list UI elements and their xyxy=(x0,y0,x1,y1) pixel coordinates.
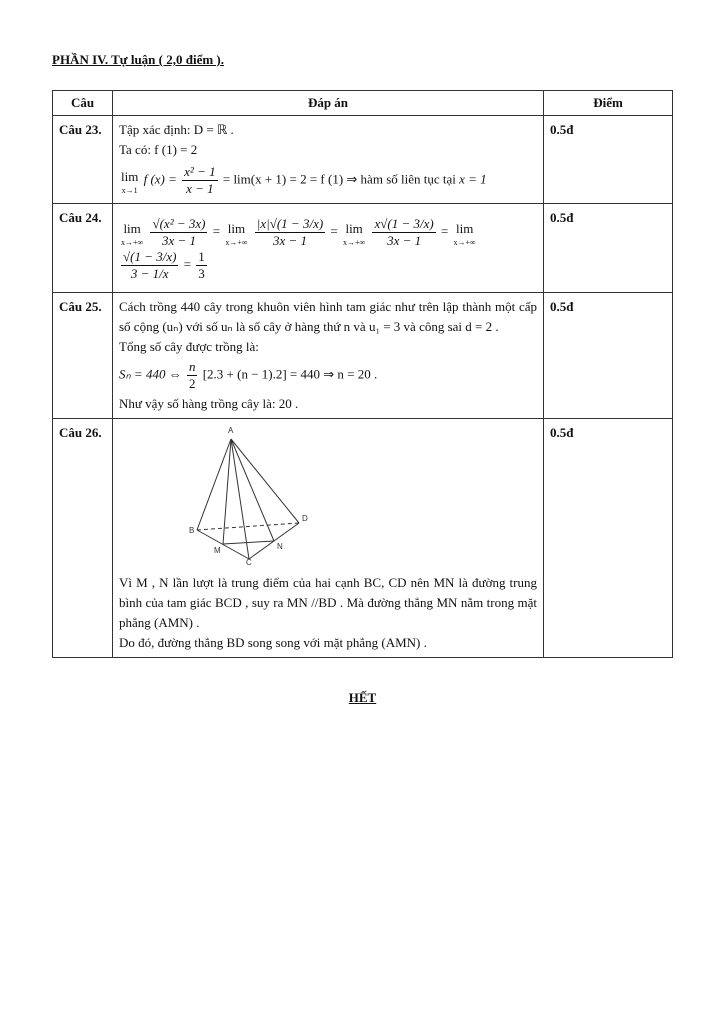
table-row xyxy=(53,293,673,419)
limit-operator: lim x→+∞ xyxy=(343,220,366,247)
equals-sign: = xyxy=(183,256,192,272)
vertex-label-b: B xyxy=(189,526,195,535)
score-value: 0.5đ xyxy=(544,204,673,293)
math-text: [2.3 + (n − 1).2] = 440 ⇒ n = 20 . xyxy=(202,366,378,382)
answer-cell xyxy=(113,419,544,658)
equals-sign: = xyxy=(440,223,449,239)
question-label: Câu 23. xyxy=(53,116,113,204)
header-question: Câu xyxy=(53,91,113,116)
question-label: Câu 26. xyxy=(53,419,113,658)
question-label: Câu 25. xyxy=(53,293,113,419)
answer-paragraph: Do đó, đường thẳng BD song song với mặt phẳng (AMN) . xyxy=(119,635,427,650)
table-row xyxy=(53,204,673,293)
limit-operator: lim x→+∞ xyxy=(121,220,144,247)
equals-sign: = xyxy=(330,223,338,239)
answer-paragraph: Tổng số cây được trồng là: xyxy=(119,339,259,354)
equals-sign: = xyxy=(212,223,221,239)
table-row xyxy=(53,116,673,204)
math-expression xyxy=(119,359,537,392)
score-value: 0.5đ xyxy=(544,419,673,658)
answer-cell xyxy=(113,204,544,293)
math-expression xyxy=(119,210,537,286)
answer-line: Ta có: f (1) = 2 xyxy=(119,142,198,157)
math-text: Sₙ = 440 ⇔ xyxy=(119,366,182,382)
answer-cell xyxy=(113,293,544,419)
question-label: Câu 24. xyxy=(53,204,113,293)
math-text: x = 1 xyxy=(459,171,487,187)
answer-paragraph: Vì M , N lần lượt là trung điểm của hai cạnh BC, CD nên MN là đường trung bình của tam giác BCD , suy ra MN //BD . Mà đường thẳng MN nằm trong mặt phẳng (AMN) . xyxy=(119,575,537,630)
limit-operator: lim x→+∞ xyxy=(453,220,476,247)
vertex-label-a: A xyxy=(228,426,234,435)
limit-operator: lim x→1 xyxy=(121,168,139,195)
fraction: $\frac{\text{x² − 1}}{x - 1}$ xyxy=(184,164,216,196)
score-value: 0.5đ xyxy=(544,116,673,204)
answer-paragraph: Như vậy số hàng trồng cây là: 20 . xyxy=(119,396,299,411)
limit-operator: lim x→+∞ xyxy=(225,220,248,247)
vertex-label-c: C xyxy=(246,558,252,565)
fraction: $\frac{1}{3}$ xyxy=(198,249,205,281)
fraction: $\frac{x√(1 - 3/x)}{3x - 1}$ xyxy=(374,216,434,248)
end-marker: HẾT xyxy=(348,690,377,705)
header-answer: Đáp án xyxy=(113,91,544,116)
table-row xyxy=(53,419,673,658)
answer-line: Tập xác định: D = ℝ . xyxy=(119,122,234,137)
math-text: = lim(x + 1) = 2 = f (1) ⇒ hàm số liên tục tại xyxy=(222,171,456,187)
fraction: $\frac{√(1 - 3/x)}{3 - 1/x}$ xyxy=(123,249,177,281)
score-value: 0.5đ xyxy=(544,293,673,419)
fraction: $\frac{|x|√(1 - 3/x)}{3x - 1}$ xyxy=(256,216,324,248)
answer-cell xyxy=(113,116,544,204)
math-expression xyxy=(119,164,537,197)
vertex-label-m: M xyxy=(214,546,221,555)
vertex-label-n: N xyxy=(277,542,283,551)
table-header-row xyxy=(53,91,673,116)
header-score: Điểm xyxy=(544,91,673,116)
math-text: f (x) = xyxy=(143,171,177,187)
answer-table xyxy=(52,90,673,658)
pyramid-figure xyxy=(119,423,538,565)
vertex-label-d: D xyxy=(302,514,308,523)
fraction: $\frac{n}{2}$ xyxy=(188,359,196,391)
fraction: $\frac{\text{√(x² − 3x)}}{3x - 1}$ xyxy=(152,216,206,248)
section-title: PHẦN IV. Tự luận ( 2,0 điểm ). xyxy=(52,52,225,67)
answer-paragraph: Cách trồng 440 cây trong khuôn viên hình tam giác như trên lập thành một cấp số cộng (uₙ) với số uₙ là số cây ở hàng thứ n và u₁ = 3 và công sai d = 2 . xyxy=(119,299,537,334)
